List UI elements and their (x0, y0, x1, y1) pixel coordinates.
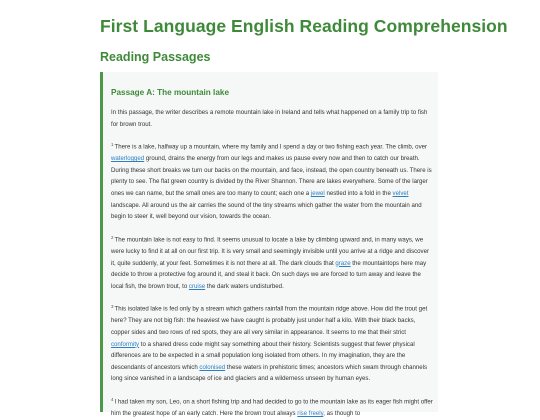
vocabulary-link[interactable]: conformity (111, 340, 140, 348)
vocabulary-link[interactable]: velvet (392, 190, 409, 198)
passage-intro: In this passage, the writer describes a remote mountain lake in Ireland and tells what happened on a family trip to fish for brown trout. (111, 109, 428, 128)
paragraph-text: , as though to (323, 410, 361, 418)
passage-panel (100, 72, 438, 418)
paragraph-number: 3 (111, 304, 114, 310)
paragraph-text: to a shared dress code might say something about their history. Scientists suggest that fewer physical differences are to be expected in a small population long isolated from others. In my imagination, they are the descendants of ancestors which (111, 340, 415, 371)
section-title: Reading Passages (100, 50, 211, 64)
paragraph-text: This isolated lake is fed only by a stream which gathers rainfall from the mountain ridge above. How did the trout get here? They are not big fish: the heaviest we have caught is probably just under half a kilo. With their black backs, copper sides and two rows of red spots, they are all very similar in appearance. It seems to me that their strict (111, 305, 428, 336)
vocabulary-link[interactable]: graze (335, 259, 351, 267)
vocabulary-link[interactable]: rise freely (297, 410, 324, 418)
passage-paragraph (111, 139, 434, 223)
paragraph-text: the dark waters undisturbed. (205, 282, 284, 290)
passage-paragraph (111, 301, 434, 385)
page-title: First Language English Reading Comprehension (100, 16, 508, 36)
vocabulary-link[interactable]: cruise (188, 282, 206, 290)
paragraph-text: I had taken my son, Leo, on a short fishing trip and had decided to go to the mountain lake as its eager fish might offer him the greatest hope of an early catch. Here the brown trout always (111, 398, 433, 418)
passage-paragraph (111, 394, 434, 420)
passage-title: Passage A: The mountain lake (111, 88, 229, 97)
vocabulary-link[interactable]: waterlogged (111, 155, 145, 163)
paragraph-text: the mountaintops here may decide to throw a protective fog around it, and steal it back. On such days we are forced to turn away and leave the local fish, the brown trout, to (111, 259, 427, 290)
paragraph-text: these waters in prehistoric times; ancestors which swam through channels long since vanished in a landscape of ice and glaciers and a wilderness unseen by human eyes. (111, 363, 428, 383)
paragraph-number: 4 (111, 396, 114, 402)
paragraph-text: nestled into a fold in the (324, 190, 393, 198)
paragraph-text: There is a lake, halfway up a mountain, where my family and I spend a day or two fishing each year. The climb, over (114, 143, 428, 151)
paragraph-number: 2 (111, 234, 114, 240)
passage-paragraph (111, 232, 434, 292)
vocabulary-link[interactable]: jewel (310, 190, 325, 198)
paragraph-text: landscape. All around us the air carries the sound of the tiny streams which gather the water from the mountain and begin to steer it, well beyond our vision, towards the ocean. (111, 201, 422, 221)
paragraph-text: The mountain lake is not easy to find. It seems unusual to locate a lake by climbing upward and, in many ways, we were lucky to find it at all on our first trip. It is very small and seemingly invisible until you arrive at a ridge and discover it, quite suddenly, at your feet. Sometimes it is not there at all. The dark clouds that (111, 236, 430, 267)
paragraph-text: ground, drains the energy from our legs and makes us pause every now and then to catch our breath. During these short breaks we turn our backs on the mountain, and face, instead, the open country beneath us. There is plenty to see. The flat green country is divided by the River Shannon. There are lakes everywhere. Some of the larger ones we can name, but the small ones are too many to count; each one a (111, 155, 432, 198)
paragraph-number: 1 (111, 142, 114, 148)
vocabulary-link[interactable]: colonised (199, 363, 226, 371)
passage-paragraphs (111, 139, 438, 419)
